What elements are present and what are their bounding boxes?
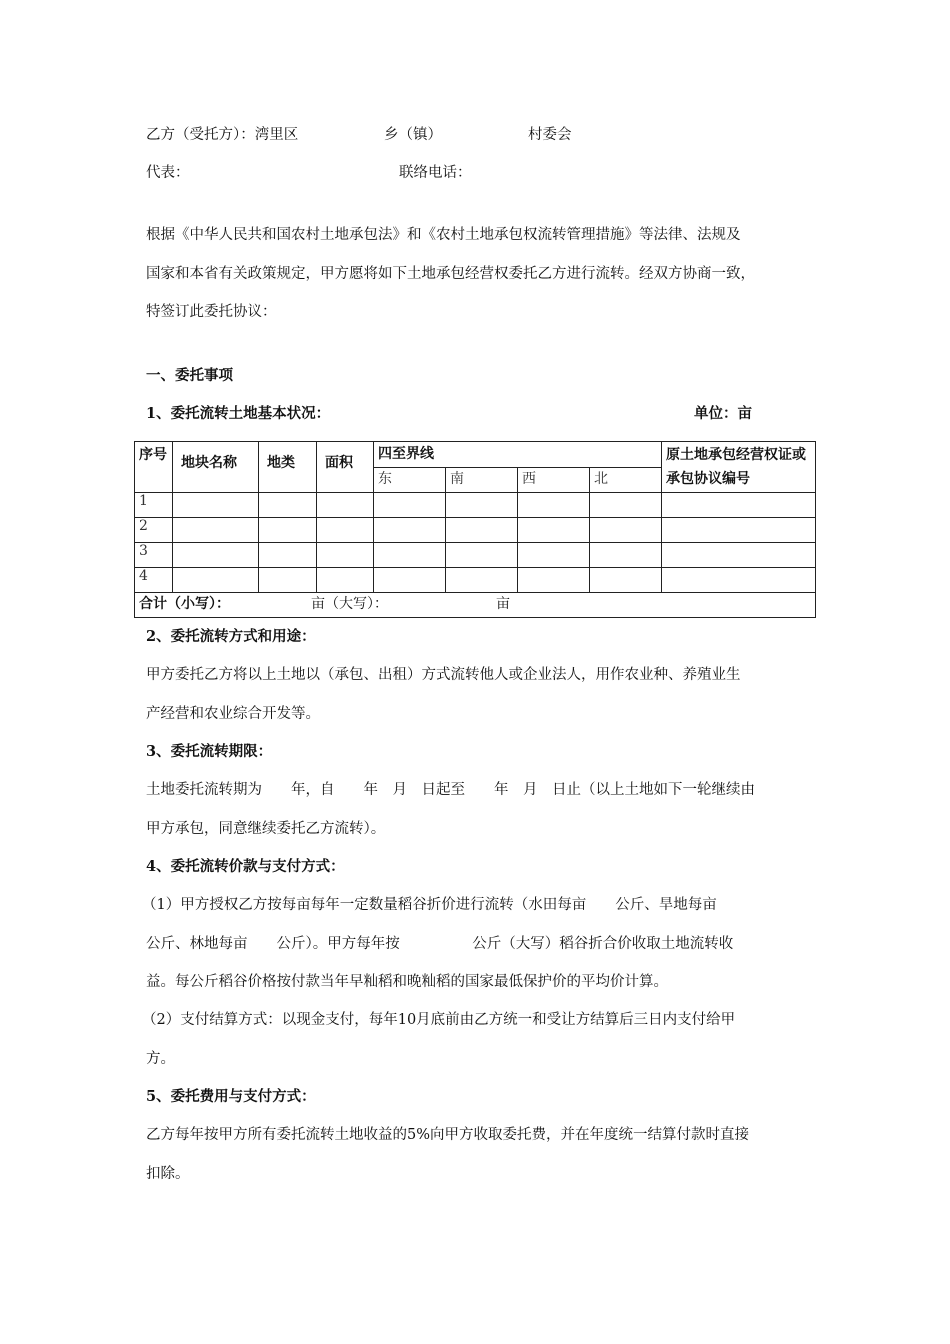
- section-2-line-1: 甲方委托乙方将以上土地以（承包、出租）方式流转他人或企业法人，用作农业种、养殖业生: [146, 667, 741, 683]
- section-4-p1-line-2: 公斤、林地每亩 公斤）。甲方每年按 公斤（大写）稻谷折合价收取土地流转收: [146, 936, 734, 952]
- header-south: 南: [446, 468, 518, 493]
- table-row: [135, 493, 816, 518]
- village-label: 村委会: [528, 127, 572, 143]
- row-number: 1: [135, 493, 173, 518]
- table-row: [135, 543, 816, 568]
- row-number: 2: [135, 518, 173, 543]
- intro-line-3: 特签订此委托协议：: [146, 304, 277, 320]
- header-west: 西: [518, 468, 590, 493]
- total-label: 合计（小写）：: [139, 596, 230, 612]
- header-boundaries: 四至界线: [374, 442, 662, 468]
- header-seq: 序号: [135, 442, 173, 493]
- land-status-table: [134, 441, 816, 618]
- header-north: 北: [590, 468, 662, 493]
- total-row: [135, 593, 816, 618]
- intro-line-1: 根据《中华人民共和国农村土地承包法》和《农村土地承包权流转管理措施》等法律、法规及: [146, 227, 741, 243]
- section-2-line-2: 产经营和农业综合开发等。: [146, 706, 320, 722]
- section-1-title: 一、委托事项: [146, 367, 233, 384]
- header-plot-name: 地块名称: [173, 442, 259, 493]
- section-3-title: 3、委托流转期限：: [146, 743, 273, 760]
- header-east: 东: [374, 468, 446, 493]
- section-5-line-2: 扣除。: [146, 1166, 190, 1182]
- row-number: 4: [135, 568, 173, 593]
- header-cert-number: 原土地承包经营权证或承包协议编号: [662, 442, 816, 493]
- town-label: 乡（镇）: [384, 127, 442, 143]
- party-b-label: 乙方（受托方）：湾里区: [146, 127, 299, 143]
- section-5-line-1: 乙方每年按甲方所有委托流转土地收益的5%向甲方收取委托费，并在年度统一结算付款时直接: [146, 1127, 749, 1143]
- phone-label: 联络电话：: [399, 165, 472, 181]
- section-4-p2-line-2: 方。: [146, 1051, 175, 1067]
- row-number: 3: [135, 543, 173, 568]
- section-4-p1-line-3: 益。每公斤稻谷价格按付款当年早籼稻和晚籼稻的国家最低保护价的平均价计算。: [146, 974, 668, 990]
- item-1-title: 1、委托流转土地基本状况：: [146, 405, 331, 422]
- section-2-title: 2、委托流转方式和用途：: [146, 628, 316, 645]
- section-3-line-2: 甲方承包，同意继续委托乙方流转）。: [146, 821, 386, 837]
- section-4-p2-line-1: （2）支付结算方式：以现金支付，每年10月底前由乙方统一和受让方结算后三日内支付给甲: [142, 1012, 736, 1028]
- section-4-p1-line-1: （1）甲方授权乙方按每亩每年一定数量稻谷折价进行流转（水田每亩 公斤、旱地每亩: [142, 897, 717, 913]
- intro-line-2: 国家和本省有关政策规定，甲方愿将如下土地承包经营权委托乙方进行流转。经双方协商一致，: [146, 266, 755, 282]
- section-3-line-1: 土地委托流转期为 年，自 年 月 日起至 年 月 日止（以上土地如下一轮继续由: [146, 782, 755, 798]
- section-5-title: 5、委托费用与支付方式：: [146, 1088, 316, 1105]
- section-4-title: 4、委托流转价款与支付方式：: [146, 858, 345, 875]
- header-land-type: 地类: [259, 442, 317, 493]
- unit-label: 单位：亩: [694, 405, 752, 422]
- table-row: [135, 568, 816, 593]
- header-area: 面积: [317, 442, 374, 493]
- total-mu-small: 亩（大写）：: [311, 596, 388, 612]
- total-mu-big: 亩: [496, 596, 510, 612]
- representative-label: 代表：: [146, 165, 190, 181]
- table-row: [135, 518, 816, 543]
